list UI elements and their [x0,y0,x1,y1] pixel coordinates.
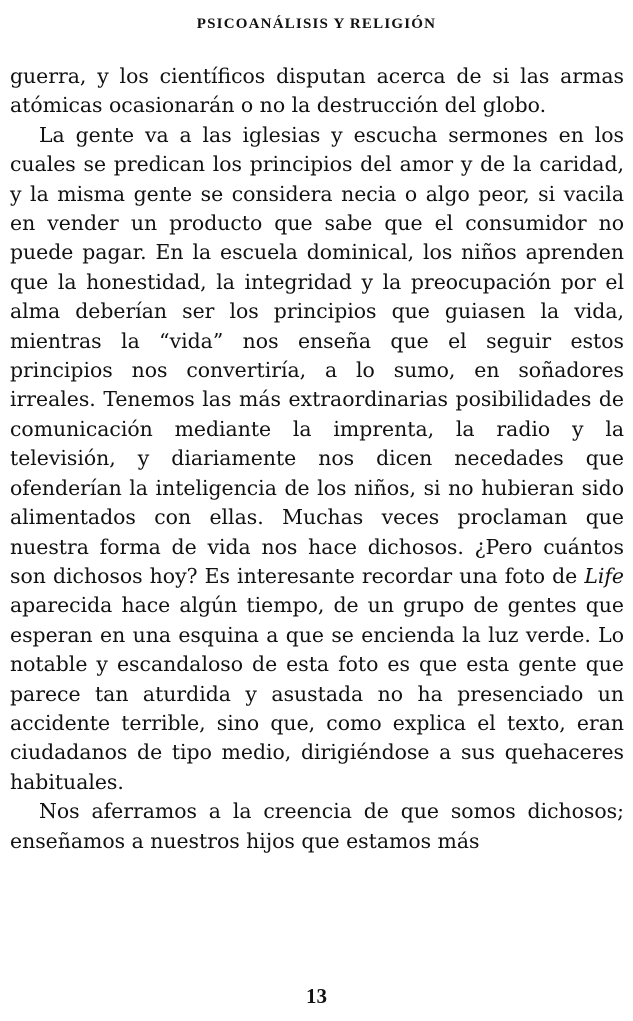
page-number: 13 [306,984,327,1008]
paragraph-2-text-end: aparecida hace algún tiempo, de un grupo de gentes que esperan en una esquina a que se encienda la luz verde. Lo notable y escandaloso de esta foto es que esta gente que parece tan aturdida y asustada no ha presenciado un accidente terrible, sino que, como explica el texto, eran ciudadanos de tipo medio, dirigiéndose a sus quehaceres habituales. [10,593,624,794]
magazine-title: Life [584,563,624,588]
running-head: PSICOANÁLISIS Y RELIGIÓN [196,16,437,32]
paragraph-2 [10,121,624,797]
paragraph-3 [10,797,624,856]
paragraph-3-text: Nos aferramos a la creencia de que somos dichosos; enseñamos a nuestros hijos que estamos más [10,799,624,853]
paragraph-1 [10,62,624,121]
paragraph-1-text: guerra, y los científicos disputan acerca de si las armas atómicas ocasionarán o no la destrucción del globo. [10,64,624,118]
body-text [10,62,624,856]
paragraph-2-text-start: La gente va a las iglesias y escucha sermones en los cuales se predican los principios del amor y de la caridad, y la misma gente se considera necia o algo peor, si vacila en vender un producto que sabe que el consumidor no puede pagar. En la escuela dominical, los niños aprenden que la honestidad, la integridad y la preocupación por el alma deberían ser los principios que guiasen la vida, mientras la “vida” nos enseña que el seguir estos principios nos convertiría, a lo sumo, en soñadores irreales. Tenemos las más extraordinarias posibilidades de comunicación mediante la imprenta, la radio y la televisión, y diariamente nos dicen necedades que ofenderían la inteligencia de los niños, si no hubieran sido alimentados con ellas. Muchas veces proclaman que nuestra forma de vida nos hace dichosos. ¿Pero cuántos son dichosos hoy? Es interesante recordar una foto de [10,122,624,588]
